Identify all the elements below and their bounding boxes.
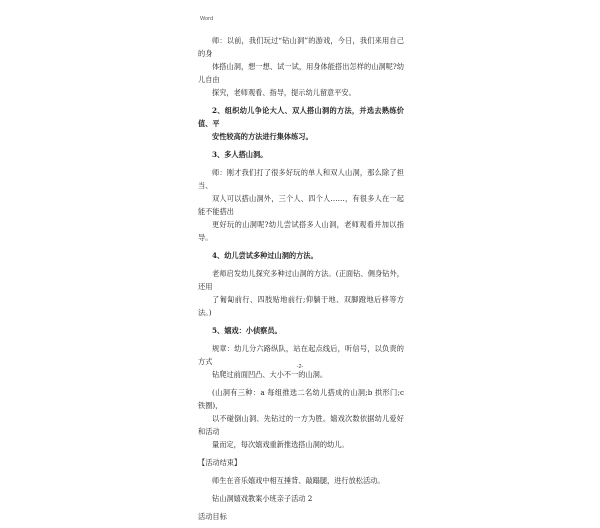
text-line: 以不碰倒山洞、先钻过的一方为胜。嬉戏次数依据幼儿爱好和活动 — [198, 414, 404, 436]
paragraph-intro — [198, 34, 404, 99]
text-line: 双人可以搭山洞外，三个人、四个人……，有很多人在一起能不能搭出 — [198, 194, 404, 216]
text-line: 规章：幼儿分六路纵队，站在起点线后，听信号，以负责的方式 — [198, 344, 404, 366]
paragraph-rules — [198, 342, 404, 381]
text-line: 了匍匐前行、四肢贴地前行;仰躺于地、双脚蹬地后移等方法。) — [198, 295, 404, 317]
text-line: 体搭山洞，想一想、试一试，用身体能搭出怎样的山洞呢?幼儿自由 — [198, 62, 404, 84]
paragraph-cave-types — [198, 386, 404, 451]
paragraph-relax — [198, 474, 404, 487]
text-line: 【活动结束】 — [198, 458, 242, 467]
text-line: 5、嬉戏：小侦察员。 — [212, 326, 282, 335]
page-number: -2- — [296, 364, 304, 370]
document-body — [198, 34, 404, 528]
paragraph-step-4 — [198, 249, 404, 262]
paragraph-teacher-talk — [198, 166, 404, 244]
text-line: 更好玩的山洞呢?幼儿尝试搭多人山洞，老师观看并加以指导。 — [198, 220, 404, 242]
text-line: 2、组织幼儿争论大人、双人搭山洞的方法，并选去熟练价值、平 — [198, 106, 404, 128]
text-line: 探究，老师观看、指导，提示幼儿留意平安。 — [212, 88, 356, 97]
text-line: 钻山洞嬉戏教案小班亲子活动 2 — [212, 494, 313, 503]
section-heading-end — [198, 456, 404, 469]
text-line: 活动目标 — [198, 512, 227, 521]
text-line: 师：以前，我们玩过“钻山洞”的游戏，今日，我们来用自己的身 — [198, 36, 404, 58]
paragraph-step-2 — [198, 104, 404, 143]
paragraph-step-5 — [198, 324, 404, 337]
paragraph-next-title — [198, 492, 404, 505]
header-label: Word — [200, 16, 214, 22]
text-line: (山洞有三种：a 每组推选二名幼儿搭成的山洞;b 拱形门;c 铁圈)， — [198, 388, 404, 410]
text-line: 安性较高的方法进行集体练习。 — [212, 132, 313, 141]
text-line: 钻爬过前面凹凸、大小不一的山洞。 — [212, 370, 328, 379]
text-line: 3、多人搭山洞。 — [212, 150, 268, 159]
text-line: 4、幼儿尝试多种过山洞的方法。 — [212, 251, 318, 260]
section-heading-goals — [198, 510, 404, 523]
text-line: 量而定，每次嬉戏重新推选搭山洞的幼儿。 — [212, 440, 349, 449]
paragraph-step-3 — [198, 148, 404, 161]
paragraph-methods — [198, 267, 404, 319]
text-line: 老师启发幼儿探究多种过山洞的方法。(正面钻、侧身钻外，还用 — [198, 269, 404, 291]
text-line: 师：刚才我们打了很多好玩的单人和双人山洞，那么除了担当、 — [198, 168, 404, 190]
text-line: 师生在音乐嬉戏中相互捶背、敲蹋腿，进行放松活动。 — [212, 476, 385, 485]
